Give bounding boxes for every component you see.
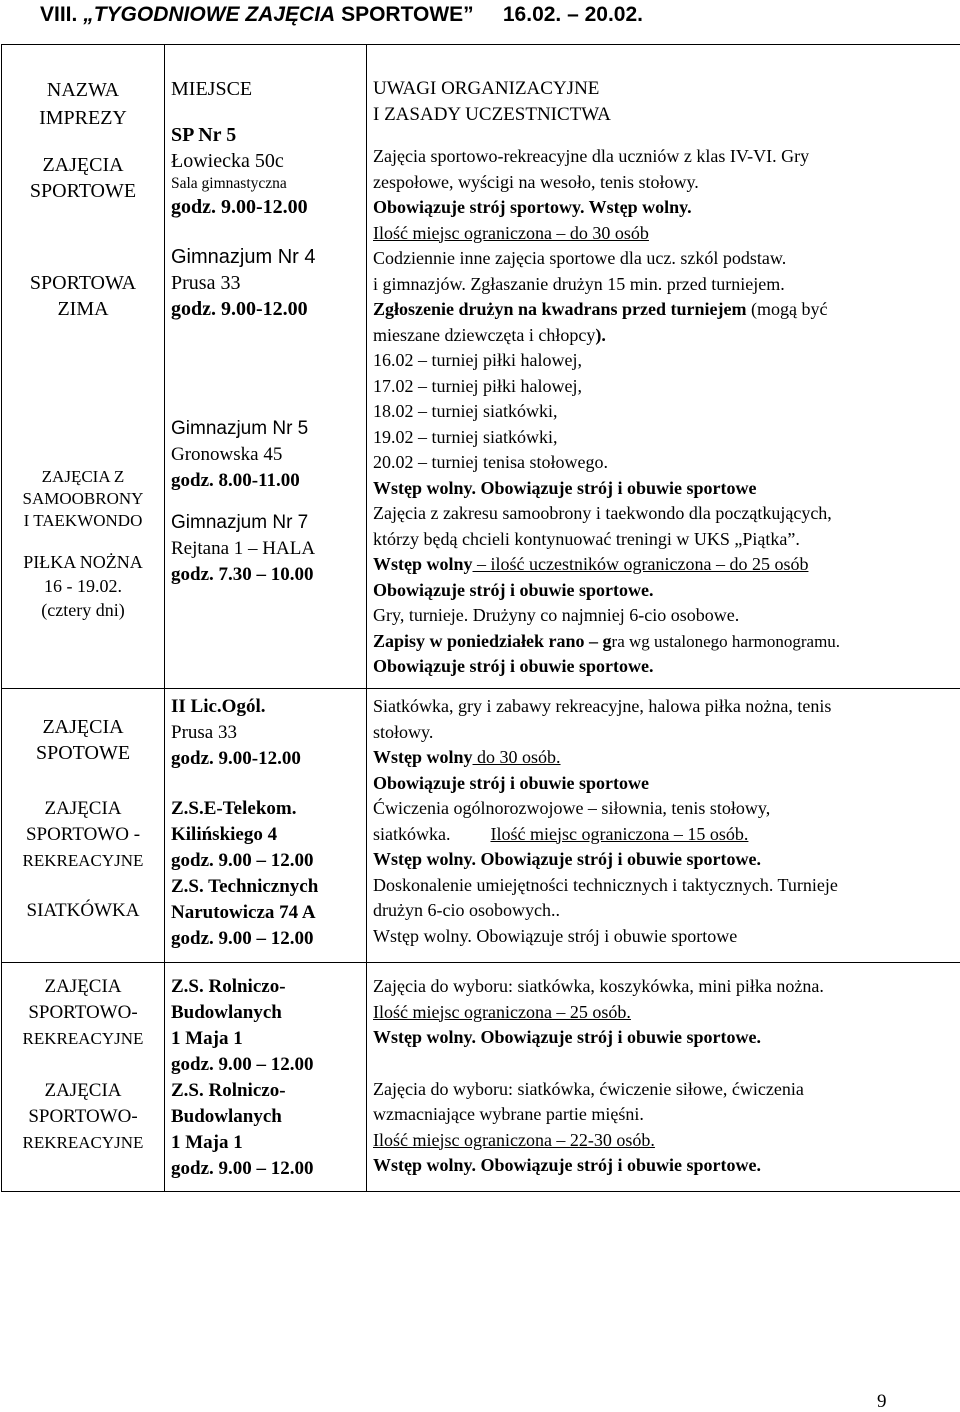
note-line: Doskonalenie umiejętności technicznych i taktycznych. Turnieje (373, 873, 960, 899)
tournament-item: 20.02 – turniej tenisa stołowego. (373, 450, 960, 476)
event-name: PIŁKA NOŻNA (8, 550, 158, 574)
place-time: godz. 8.00-11.00 (171, 468, 360, 494)
place-address: Narutowicza 74 A (171, 900, 360, 926)
notes-cell (367, 689, 960, 963)
note-line: stołowy. (373, 720, 960, 746)
event-cell (2, 963, 165, 1192)
place-name: II Lic.Ogól. (171, 694, 360, 720)
place-cell (165, 963, 367, 1192)
event-name: ZAJĘCIA Z (8, 466, 158, 488)
note-line: Wstęp wolny. Obowiązuje strój i obuwie sportowe. (373, 1025, 960, 1051)
note-line: Siatkówka, gry i zabawy rekreacyjne, halowa piłka nożna, tenis (373, 694, 960, 720)
place-time: godz. 9.00-12.00 (171, 194, 360, 220)
place-name: Gimnazjum Nr 4 (171, 244, 360, 270)
title-dates: 16.02. – 20.02. (503, 3, 643, 26)
note-line: Wstęp wolny. Obowiązuje strój i obuwie sportowe. (373, 847, 960, 873)
note-text: ra wg ustalonego harmonogramu. (612, 632, 841, 651)
note-line: Ilość miejsc ograniczona – 25 osób. (373, 1000, 960, 1026)
event-name: 16 - 19.02. (8, 574, 158, 598)
note-line: Gry, turnieje. Drużyny co najmniej 6-cio osobowe. (373, 603, 960, 629)
event-name: ZAJĘCIA (8, 152, 158, 178)
notes-cell (367, 963, 960, 1192)
event-cell (2, 689, 165, 963)
note-line: wzmacniające wybrane partie mięśni. (373, 1102, 960, 1128)
table-row (2, 689, 960, 963)
place-name: Z.S. Rolniczo- (171, 1078, 360, 1104)
event-name: SPORTOWE (8, 178, 158, 204)
place-name: Gimnazjum Nr 5 (171, 416, 360, 442)
note-line: Wstęp wolny. Obowiązuje strój i obuwie sportowe (373, 476, 960, 502)
tournament-item: 16.02 – turniej piłki halowej, (373, 348, 960, 374)
note-line: i gimnazjów. Zgłaszanie drużyn 15 min. przed turniejem. (373, 272, 960, 298)
place-address: 1 Maja 1 (171, 1130, 360, 1156)
event-name: ZAJĘCIA (8, 714, 158, 740)
event-name: ZIMA (8, 296, 158, 322)
event-name: REKREACYJNE (8, 1026, 158, 1052)
note-line: którzy będą chcieli kontynuować treningi w UKS „Piątka”. (373, 527, 960, 553)
place-address: Rejtana 1 – HALA (171, 536, 360, 562)
event-name: SPORTOWO- (8, 1104, 158, 1130)
event-name: I TAEKWONDO (8, 510, 158, 532)
place-cell (165, 689, 367, 963)
note-text: siatkówka. (373, 824, 450, 844)
place-name: Budowlanych (171, 1000, 360, 1026)
table-row (2, 45, 960, 689)
event-name: SPORTOWO - (8, 822, 158, 848)
note-line: Zajęcia z zakresu samoobrony i taekwondo dla początkujących, (373, 501, 960, 527)
note-bold: ). (595, 325, 606, 345)
note-underlined: – ilość uczestników ograniczona – do 25 osób (473, 554, 809, 574)
event-name: ZAJĘCIA (8, 1078, 158, 1104)
place-name: Z.S.E-Telekom. (171, 796, 360, 822)
place-time: godz. 9.00-12.00 (171, 746, 360, 772)
place-cell (165, 45, 367, 689)
notes-cell (367, 45, 960, 689)
event-name: SPORTOWO- (8, 1000, 158, 1026)
note-line: Obowiązuje strój i obuwie sportowe. (373, 578, 960, 604)
page-number: 9 (877, 1392, 887, 1412)
place-time: godz. 9.00-12.00 (171, 296, 360, 322)
place-address: Kilińskiego 4 (171, 822, 360, 848)
place-address: 1 Maja 1 (171, 1026, 360, 1052)
place-time: godz. 7.30 – 10.00 (171, 562, 360, 588)
table-row (2, 963, 960, 1192)
note-line: drużyn 6-cio osobowych.. (373, 898, 960, 924)
note-line: Wstęp wolny. Obowiązuje strój i obuwie sportowe (373, 924, 960, 950)
note-line: zespołowe, wyścigi na wesoło, tenis stołowy. (373, 170, 960, 196)
event-name: SAMOOBRONY (8, 488, 158, 510)
place-address: Prusa 33 (171, 270, 360, 296)
note-bold: Wstęp wolny (373, 554, 473, 574)
title-rest: SPORTOWE” (341, 3, 474, 26)
place-time: godz. 9.00 – 12.00 (171, 926, 360, 952)
event-name: SPOTOWE (8, 740, 158, 766)
place-name: Gimnazjum Nr 7 (171, 510, 360, 536)
event-name: SPORTOWA (8, 270, 158, 296)
event-cell (2, 45, 165, 689)
note-line: Zajęcia do wyboru: siatkówka, ćwiczenie siłowe, ćwiczenia (373, 1077, 960, 1103)
header-event-name: NAZWA (8, 76, 158, 104)
tournament-item: 19.02 – turniej siatkówki, (373, 425, 960, 451)
place-address: Łowiecka 50c (171, 148, 360, 174)
note-line: Obowiązuje strój sportowy. Wstęp wolny. (373, 195, 960, 221)
event-name: (cztery dni) (8, 598, 158, 622)
place-time: godz. 9.00 – 12.00 (171, 1156, 360, 1182)
place-address: Prusa 33 (171, 720, 360, 746)
note-line: Wstęp wolny. Obowiązuje strój i obuwie sportowe. (373, 1153, 960, 1179)
title-italic: „TYGODNIOWE ZAJĘCIA (83, 3, 335, 26)
event-name: REKREACYJNE (8, 1130, 158, 1156)
header-event-name-2: IMPREZY (8, 104, 158, 132)
note-line: Ilość miejsc ograniczona – do 30 osób (373, 221, 960, 247)
page-title (40, 0, 643, 30)
note-underlined: Ilość miejsc ograniczona – 15 osób. (490, 824, 748, 844)
tournament-item: 17.02 – turniej piłki halowej, (373, 374, 960, 400)
header-notes: UWAGI ORGANIZACYJNE (373, 76, 960, 102)
note-line: Obowiązuje strój i obuwie sportowe (373, 771, 960, 797)
event-name: REKREACYJNE (8, 848, 158, 874)
tournament-item: 18.02 – turniej siatkówki, (373, 399, 960, 425)
place-name: SP Nr 5 (171, 122, 360, 148)
note-line: Zajęcia do wyboru: siatkówka, koszykówka, mini piłka nożna. (373, 974, 960, 1000)
place-time: godz. 9.00 – 12.00 (171, 1052, 360, 1078)
place-room: Sala gimnastyczna (171, 174, 360, 194)
place-name: Z.S. Rolniczo- (171, 974, 360, 1000)
place-name: Z.S. Technicznych (171, 874, 360, 900)
note-line: Ćwiczenia ogólnorozwojowe – siłownia, tenis stołowy, (373, 796, 960, 822)
event-name: ZAJĘCIA (8, 974, 158, 1000)
note-bold: Zgłoszenie drużyn na kwadrans przed turniejem (373, 299, 747, 319)
place-time: godz. 9.00 – 12.00 (171, 848, 360, 874)
place-address: Gronowska 45 (171, 442, 360, 468)
header-notes-2: I ZASADY UCZESTNICTWA (373, 102, 960, 128)
note-bold: Zapisy w poniedziałek rano – g (373, 631, 612, 651)
note-text: (mogą być (747, 299, 828, 319)
header-place: MIEJSCE (171, 76, 360, 102)
note-line: Codziennie inne zajęcia sportowe dla ucz. szkól podstaw. (373, 246, 960, 272)
event-name: SIATKÓWKA (8, 898, 158, 924)
note-text: mieszane dziewczęta i chłopcy (373, 325, 595, 345)
note-underlined: do 30 osób. (473, 747, 561, 767)
schedule-table (1, 44, 960, 1192)
note-bold: Wstęp wolny (373, 747, 473, 767)
place-name: Budowlanych (171, 1104, 360, 1130)
note-line: Ilość miejsc ograniczona – 22-30 osób. (373, 1128, 960, 1154)
event-name: ZAJĘCIA (8, 796, 158, 822)
note-line: Obowiązuje strój i obuwie sportowe. (373, 654, 960, 680)
section-number: VIII. (40, 3, 77, 26)
note-line: Zajęcia sportowo-rekreacyjne dla uczniów z klas IV-VI. Gry (373, 144, 960, 170)
